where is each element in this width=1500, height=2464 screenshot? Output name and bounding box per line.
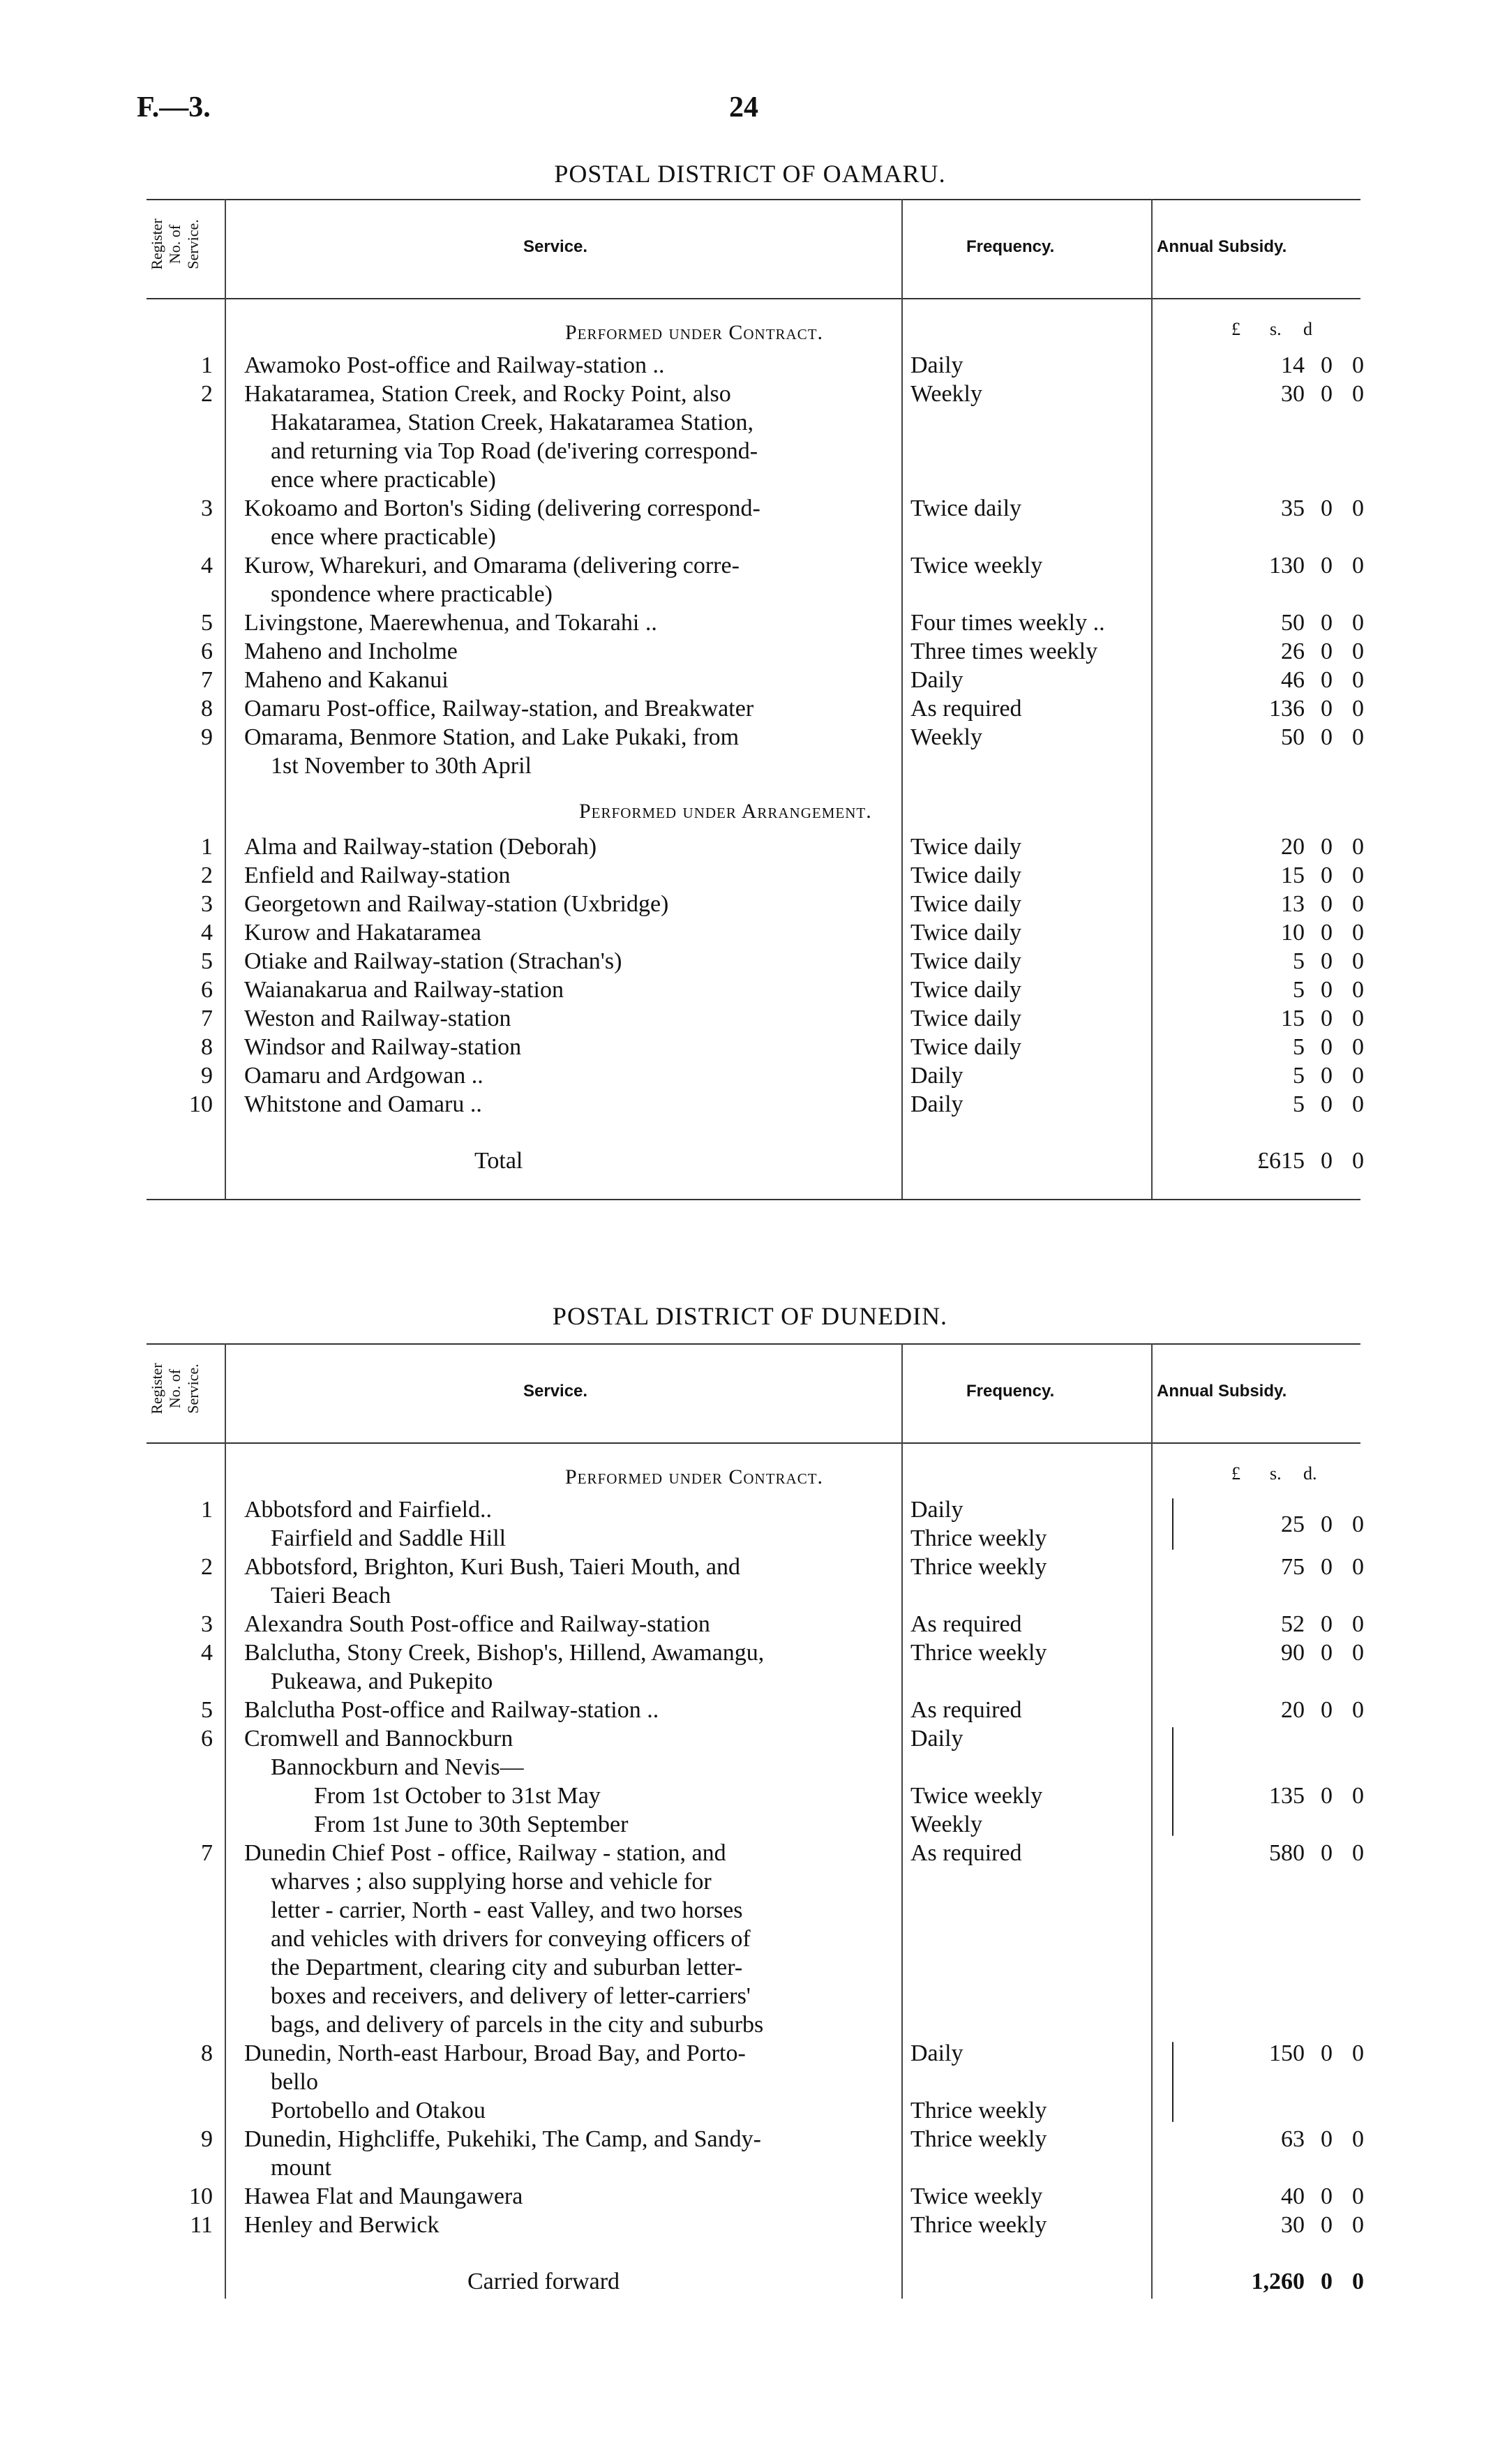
subsidy-shillings: 0 [1321,2212,1333,2238]
subsidy-shillings: 0 [1321,2183,1333,2209]
subsidy-pence: 0 [1352,667,1364,693]
service-column-rule [901,1343,903,2299]
subsidy-shillings: 0 [1321,667,1333,693]
register-number: 4 [201,1640,213,1666]
pounds-symbol: £ [1231,1463,1240,1484]
group-brace [1172,1727,1173,1836]
subsidy-shillings: 0 [1321,1063,1333,1089]
subsidy-pence: 0 [1352,1511,1364,1537]
shillings-symbol: s. [1270,1463,1282,1484]
frequency: Twice daily [910,1034,1022,1060]
register-column-rule [225,199,226,1199]
total-label: Total [474,1148,523,1174]
frequency: Twice weekly [910,1783,1043,1809]
register-number: 8 [201,696,213,722]
service-description: Kurow, Wharekuri, and Omarama (delivering corre- [244,553,740,578]
group-brace [1172,2042,1173,2122]
subsidy-pounds: 90 [1281,1640,1305,1666]
subsidy-pounds: 13 [1281,891,1305,917]
frequency: Thrice weekly [910,1554,1047,1580]
service-description: 1st November to 30th April [271,753,532,779]
service-description: Hakataramea, Station Creek, and Rocky Point, also [244,381,731,407]
service-description: wharves ; also supplying horse and vehicle for [271,1869,712,1895]
subsidy-pounds: 20 [1281,1697,1305,1723]
service-description: Waianakarua and Railway-station [244,977,564,1003]
service-description: Maheno and Incholme [244,639,458,664]
service-description: Kurow and Hakataramea [244,920,481,946]
total-pence: 0 [1352,1148,1364,1174]
subsidy-pence: 0 [1352,1554,1364,1580]
frequency: Twice weekly [910,553,1043,578]
service-description: Maheno and Kakanui [244,667,449,693]
subsidy-pounds: 135 [1269,1783,1305,1809]
service-description: ence where practicable) [271,467,496,493]
service-description: Portobello and Otakou [271,2098,486,2123]
subsidy-pounds: 580 [1269,1840,1305,1866]
subsidy-shillings: 0 [1321,1091,1333,1117]
subsidy-pence: 0 [1352,977,1364,1003]
service-description: Hakataramea, Station Creek, Hakataramea Station, [271,410,753,435]
subsidy-column-header: Annual Subsidy. [1157,237,1287,256]
header-bottom-rule [147,1442,1360,1444]
shillings-symbol: s. [1270,319,1282,339]
service-description: Hawea Flat and Maungawera [244,2183,523,2209]
subsidy-pounds: 63 [1281,2126,1305,2152]
subsidy-shillings: 0 [1321,977,1333,1003]
subsidy-shillings: 0 [1321,2040,1333,2066]
frequency: Twice daily [910,495,1022,521]
subsidy-pounds: 26 [1281,639,1305,664]
subsidy-pence: 0 [1352,610,1364,636]
service-description: bags, and delivery of parcels in the city and suburbs [271,2012,764,2038]
service-description: mount [271,2155,331,2181]
subsidy-shillings: 0 [1321,1640,1333,1666]
register-number: 2 [201,381,213,407]
subsidy-pounds: 15 [1281,1006,1305,1031]
subsidy-pence: 0 [1352,553,1364,578]
subsidy-shillings: 0 [1321,1697,1333,1723]
service-description: and vehicles with drivers for conveying officers of [271,1926,751,1952]
subsidy-pence: 0 [1352,2040,1364,2066]
carried-forward-pence: 0 [1352,2269,1364,2294]
register-number: 5 [201,610,213,636]
frequency-column-rule [1151,199,1153,1199]
service-description: Dunedin Chief Post - office, Railway - station, and [244,1840,726,1866]
subsidy-shillings: 0 [1321,891,1333,917]
service-description: Abbotsford and Fairfield.. [244,1497,493,1523]
carried-forward-pounds: 1,260 [1251,2269,1305,2294]
frequency: Twice daily [910,920,1022,946]
pence-symbol: d. [1303,1463,1317,1484]
total-shillings: 0 [1321,1148,1333,1174]
section-heading-contract: Performed under Contract. [565,321,824,344]
subsidy-shillings: 0 [1321,724,1333,750]
subsidy-pounds: 46 [1281,667,1305,693]
subsidy-pence: 0 [1352,2126,1364,2152]
subsidy-shillings: 0 [1321,1511,1333,1537]
service-description: Alma and Railway-station (Deborah) [244,834,597,860]
page-number: 24 [729,91,758,124]
register-column-header: Register No. of Service. [148,218,202,270]
subsidy-pence: 0 [1352,1697,1364,1723]
service-description: the Department, clearing city and suburban letter- [271,1955,743,1980]
carried-forward-shillings: 0 [1321,2269,1333,2294]
service-description: Balclutha Post-office and Railway-station .. [244,1697,659,1723]
subsidy-shillings: 0 [1321,863,1333,888]
frequency: As required [910,1611,1022,1637]
subsidy-pence: 0 [1352,948,1364,974]
dunedin-title: POSTAL DISTRICT OF DUNEDIN. [552,1302,948,1330]
register-number: 2 [201,863,213,888]
subsidy-shillings: 0 [1321,2126,1333,2152]
register-number: 3 [201,891,213,917]
frequency: Daily [910,1497,963,1523]
register-number: 6 [201,977,213,1003]
register-column-header: Register No. of Service. [148,1363,202,1414]
service-description: Alexandra South Post-office and Railway-station [244,1611,710,1637]
subsidy-pounds: 50 [1281,610,1305,636]
subsidy-pounds: 20 [1281,834,1305,860]
subsidy-pounds: 5 [1293,1034,1305,1060]
service-column-header: Service. [523,237,588,256]
service-description: Pukeawa, and Pukepito [271,1668,493,1694]
subsidy-pounds: 130 [1269,553,1305,578]
frequency: Twice daily [910,948,1022,974]
service-description: Omarama, Benmore Station, and Lake Pukaki, from [244,724,740,750]
header-top-rule [147,1343,1360,1345]
frequency: Twice daily [910,834,1022,860]
subsidy-shillings: 0 [1321,696,1333,722]
service-description: Otiake and Railway-station (Strachan's) [244,948,622,974]
subsidy-shillings: 0 [1321,610,1333,636]
subsidy-pence: 0 [1352,834,1364,860]
frequency: Twice weekly [910,2183,1043,2209]
subsidy-pence: 0 [1352,1034,1364,1060]
register-number: 11 [190,2212,213,2238]
service-description: From 1st June to 30th September [314,1812,629,1837]
register-number: 5 [201,948,213,974]
service-description: Kokoamo and Borton's Siding (delivering correspond- [244,495,760,521]
subsidy-shillings: 0 [1321,495,1333,521]
subsidy-pence: 0 [1352,1091,1364,1117]
service-description: Taieri Beach [271,1583,391,1608]
subsidy-pounds: 15 [1281,863,1305,888]
frequency: Thrice weekly [910,2098,1047,2123]
service-description: From 1st October to 31st May [314,1783,601,1809]
register-number: 9 [201,1063,213,1089]
subsidy-pounds: 14 [1281,352,1305,378]
subsidy-pounds: 136 [1269,696,1305,722]
oamaru-table [147,199,1364,1242]
service-description: Georgetown and Railway-station (Uxbridge) [244,891,669,917]
service-description: bello [271,2069,318,2095]
service-description: ence where practicable) [271,524,496,550]
subsidy-pounds: 30 [1281,381,1305,407]
frequency: As required [910,1697,1022,1723]
register-number: 1 [201,834,213,860]
subsidy-pounds: 5 [1293,1063,1305,1089]
register-number: 7 [201,1006,213,1031]
subsidy-pence: 0 [1352,352,1364,378]
subsidy-pounds: 75 [1281,1554,1305,1580]
frequency: Four times weekly .. [910,610,1105,636]
frequency: Daily [910,352,963,378]
subsidy-pence: 0 [1352,696,1364,722]
service-column-rule [901,199,903,1199]
subsidy-pounds: 35 [1281,495,1305,521]
service-description: Fairfield and Saddle Hill [271,1525,507,1551]
subsidy-pence: 0 [1352,495,1364,521]
register-number: 8 [201,2040,213,2066]
subsidy-pounds: 5 [1293,1091,1305,1117]
service-column-header: Service. [523,1382,588,1401]
subsidy-shillings: 0 [1321,1611,1333,1637]
service-description: and returning via Top Road (de'ivering correspond- [271,438,758,464]
subsidy-shillings: 0 [1321,639,1333,664]
subsidy-pounds: 25 [1281,1511,1305,1537]
frequency: Three times weekly [910,639,1098,664]
subsidy-shillings: 0 [1321,834,1333,860]
register-number: 4 [201,920,213,946]
register-number: 10 [189,1091,213,1117]
subsidy-pence: 0 [1352,1611,1364,1637]
register-number: 8 [201,1034,213,1060]
oamaru-title: POSTAL DISTRICT OF OAMARU. [554,160,946,188]
service-description: Dunedin, North-east Harbour, Broad Bay, and Porto- [244,2040,746,2066]
subsidy-pounds: 5 [1293,948,1305,974]
register-number: 9 [201,724,213,750]
register-number: 7 [201,1840,213,1866]
frequency: Daily [910,1063,963,1089]
service-description: Weston and Railway-station [244,1006,511,1031]
frequency: Twice daily [910,863,1022,888]
service-description: Bannockburn and Nevis— [271,1754,524,1780]
frequency: Thrice weekly [910,2212,1047,2238]
service-description: boxes and receivers, and delivery of letter-carriers' [271,1983,751,2009]
subsidy-pounds: 40 [1281,2183,1305,2209]
subsidy-shillings: 0 [1321,1034,1333,1060]
service-description: Henley and Berwick [244,2212,440,2238]
register-number: 1 [201,1497,213,1523]
service-description: Whitstone and Oamaru .. [244,1091,482,1117]
register-column-rule [225,1343,226,2299]
frequency: Twice daily [910,977,1022,1003]
frequency: Thrice weekly [910,2126,1047,2152]
frequency: Daily [910,1726,963,1752]
register-number: 3 [201,495,213,521]
subsidy-pence: 0 [1352,1006,1364,1031]
subsidy-pence: 0 [1352,1640,1364,1666]
register-number: 2 [201,1554,213,1580]
subsidy-pounds: 10 [1281,920,1305,946]
frequency: Daily [910,2040,963,2066]
register-number: 5 [201,1697,213,1723]
frequency-column-rule [1151,1343,1153,2299]
carried-forward-label: Carried forward [467,2269,620,2294]
service-description: Dunedin, Highcliffe, Pukehiki, The Camp, and Sandy- [244,2126,761,2152]
service-description: Livingstone, Maerewhenua, and Tokarahi .. [244,610,657,636]
subsidy-pounds: 5 [1293,977,1305,1003]
subsidy-pence: 0 [1352,2183,1364,2209]
subsidy-pounds: 30 [1281,2212,1305,2238]
service-description: Windsor and Railway-station [244,1034,522,1060]
register-number: 7 [201,667,213,693]
subsidy-pence: 0 [1352,1063,1364,1089]
frequency: As required [910,1840,1022,1866]
service-description: Cromwell and Bannockburn [244,1726,513,1752]
dunedin-table [147,1343,1364,2299]
subsidy-pounds: 150 [1269,2040,1305,2066]
service-description: Oamaru Post-office, Railway-station, and Breakwater [244,696,754,722]
register-number: 3 [201,1611,213,1637]
subsidy-shillings: 0 [1321,381,1333,407]
page-reference: F.—3. [137,91,211,124]
subsidy-shillings: 0 [1321,1554,1333,1580]
register-number: 6 [201,639,213,664]
subsidy-pence: 0 [1352,920,1364,946]
service-description: Oamaru and Ardgowan .. [244,1063,483,1089]
frequency: Daily [910,667,963,693]
frequency: Twice daily [910,891,1022,917]
subsidy-pence: 0 [1352,891,1364,917]
subsidy-shillings: 0 [1321,1783,1333,1809]
frequency-column-header: Frequency. [966,237,1055,256]
subsidy-pounds: 52 [1281,1611,1305,1637]
service-description: Enfield and Railway-station [244,863,511,888]
subsidy-column-header: Annual Subsidy. [1157,1382,1287,1401]
subsidy-pence: 0 [1352,724,1364,750]
register-number: 1 [201,352,213,378]
register-number: 10 [189,2183,213,2209]
frequency: Weekly [910,381,982,407]
group-brace [1172,1498,1173,1550]
subsidy-pence: 0 [1352,2212,1364,2238]
subsidy-pence: 0 [1352,381,1364,407]
subsidy-pence: 0 [1352,863,1364,888]
service-description: Abbotsford, Brighton, Kuri Bush, Taieri Mouth, and [244,1554,740,1580]
pounds-symbol: £ [1231,319,1240,339]
subsidy-shillings: 0 [1321,948,1333,974]
frequency: Weekly [910,724,982,750]
register-number: 6 [201,1726,213,1752]
subsidy-pence: 0 [1352,1783,1364,1809]
service-description: spondence where practicable) [271,581,553,607]
subsidy-shillings: 0 [1321,553,1333,578]
frequency: Twice daily [910,1006,1022,1031]
subsidy-pence: 0 [1352,1840,1364,1866]
section-heading-contract: Performed under Contract. [565,1465,824,1488]
register-number: 9 [201,2126,213,2152]
subsidy-shillings: 0 [1321,920,1333,946]
subsidy-shillings: 0 [1321,1840,1333,1866]
pence-symbol: d [1303,319,1312,339]
subsidy-pence: 0 [1352,639,1364,664]
service-description: letter - carrier, North - east Valley, and two horses [271,1897,743,1923]
total-pounds: £615 [1257,1148,1305,1174]
service-description: Awamoko Post-office and Railway-station .. [244,352,665,378]
header-bottom-rule [147,298,1360,299]
register-number: 4 [201,553,213,578]
frequency: Thrice weekly [910,1640,1047,1666]
service-description: Balclutha, Stony Creek, Bishop's, Hillend, Awamangu, [244,1640,765,1666]
frequency: Daily [910,1091,963,1117]
frequency: As required [910,696,1022,722]
frequency-column-header: Frequency. [966,1382,1055,1401]
subsidy-shillings: 0 [1321,1006,1333,1031]
frequency: Thrice weekly [910,1525,1047,1551]
header-top-rule [147,199,1360,200]
table-bottom-rule [147,1199,1360,1200]
subsidy-pounds: 50 [1281,724,1305,750]
section-heading-arrangement: Performed under Arrangement. [579,800,872,823]
subsidy-shillings: 0 [1321,352,1333,378]
frequency: Weekly [910,1812,982,1837]
